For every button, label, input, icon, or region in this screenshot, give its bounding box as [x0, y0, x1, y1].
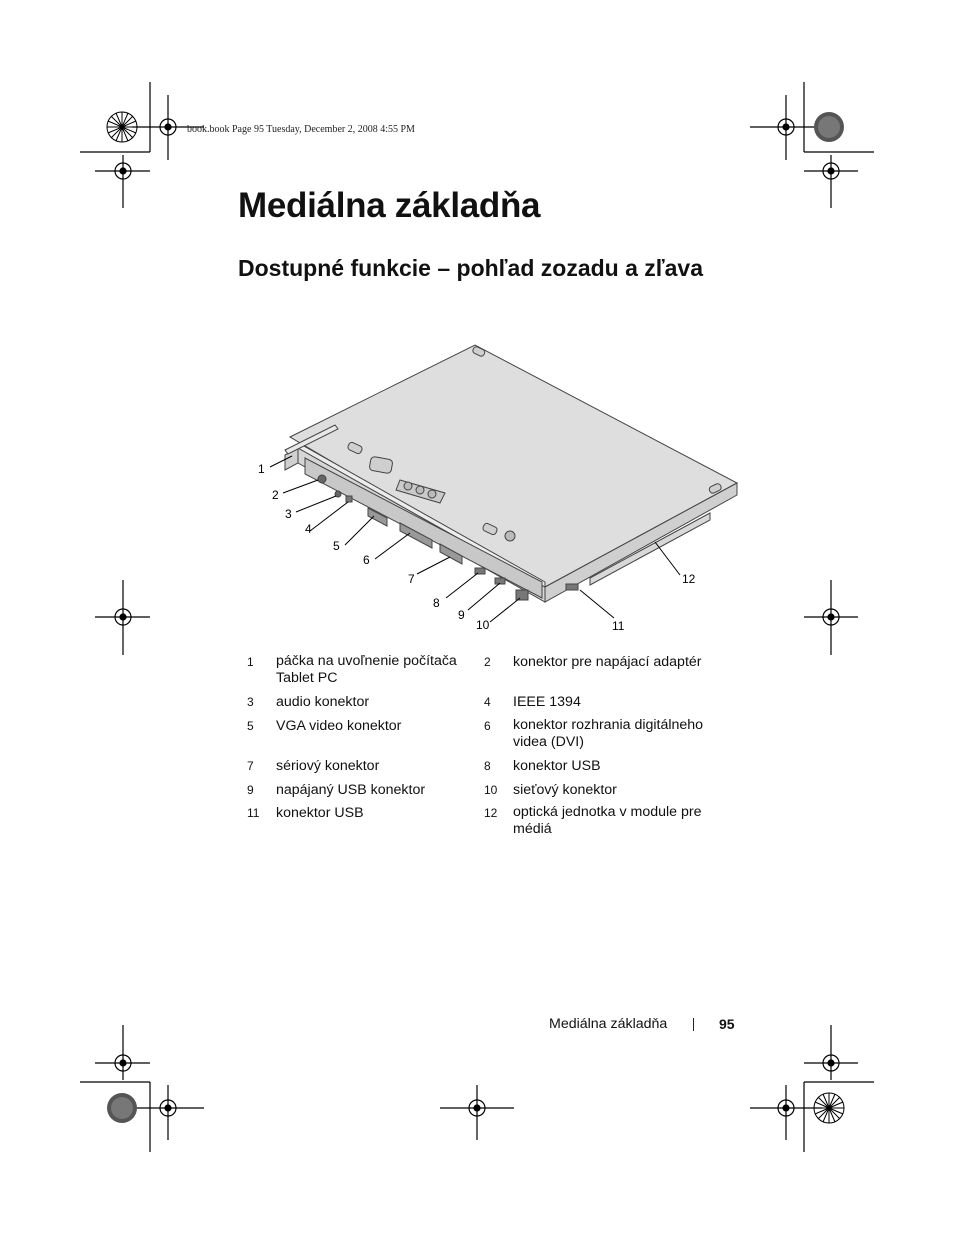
footer-separator: [693, 1018, 694, 1031]
print-header: book.book Page 95 Tuesday, December 2, 2008 4:55 PM: [187, 124, 415, 135]
callout-11: 11: [612, 619, 625, 633]
legend-text: napájaný USB konektor: [276, 782, 426, 798]
legend-row: 5 VGA video konektor 6 konektor rozhrania digitálneho videa (DVI): [247, 717, 717, 757]
legend-row: 11 konektor USB 12 optická jednotka v module pre médiá: [247, 804, 717, 844]
legend-text: sériový konektor: [276, 758, 380, 774]
callout-9: 9: [458, 608, 465, 622]
callout-6: 6: [363, 553, 370, 567]
page-title: Mediálna základňa: [238, 186, 541, 225]
legend-text: konektor pre napájací adaptér: [513, 654, 702, 670]
legend-row: 1 páčka na uvoľnenie počítača Tablet PC 2 konektor pre napájací adaptér: [247, 653, 702, 686]
legend-row: 3 audio konektor 4 IEEE 1394: [247, 694, 581, 710]
callout-2: 2: [272, 488, 279, 502]
page-number: 95: [719, 1016, 735, 1032]
footer-section-name: Mediálna základňa: [549, 1016, 668, 1032]
legend-row: 7 sériový konektor 8 konektor USB: [247, 758, 601, 774]
callout-3: 3: [285, 507, 292, 521]
callout-7: 7: [408, 572, 415, 586]
callout-1: 1: [258, 462, 265, 476]
callout-legend: [247, 653, 717, 844]
legend-text: VGA video konektor: [276, 718, 402, 734]
legend-text: páčka na uvoľnenie počítača Tablet PC: [276, 653, 457, 686]
legend-text: sieťový konektor: [513, 782, 617, 798]
callout-8: 8: [433, 596, 440, 610]
legend-text: IEEE 1394: [513, 694, 581, 710]
legend-text: audio konektor: [276, 694, 370, 710]
legend-row: 9 napájaný USB konektor 10 sieťový konektor: [247, 782, 617, 798]
callout-5: 5: [333, 539, 340, 553]
callout-4: 4: [305, 522, 312, 536]
callout-12: 12: [682, 572, 696, 586]
legend-text: konektor rozhrania digitálneho videa (DVI): [513, 717, 704, 750]
legend-text: konektor USB: [276, 805, 364, 821]
section-title: Dostupné funkcie – pohľad zozadu a zľava: [238, 255, 704, 281]
media-base-illustration: [250, 330, 750, 635]
legend-text: konektor USB: [513, 758, 601, 774]
legend-text: optická jednotka v module pre médiá: [513, 804, 702, 837]
callout-10: 10: [476, 618, 490, 632]
